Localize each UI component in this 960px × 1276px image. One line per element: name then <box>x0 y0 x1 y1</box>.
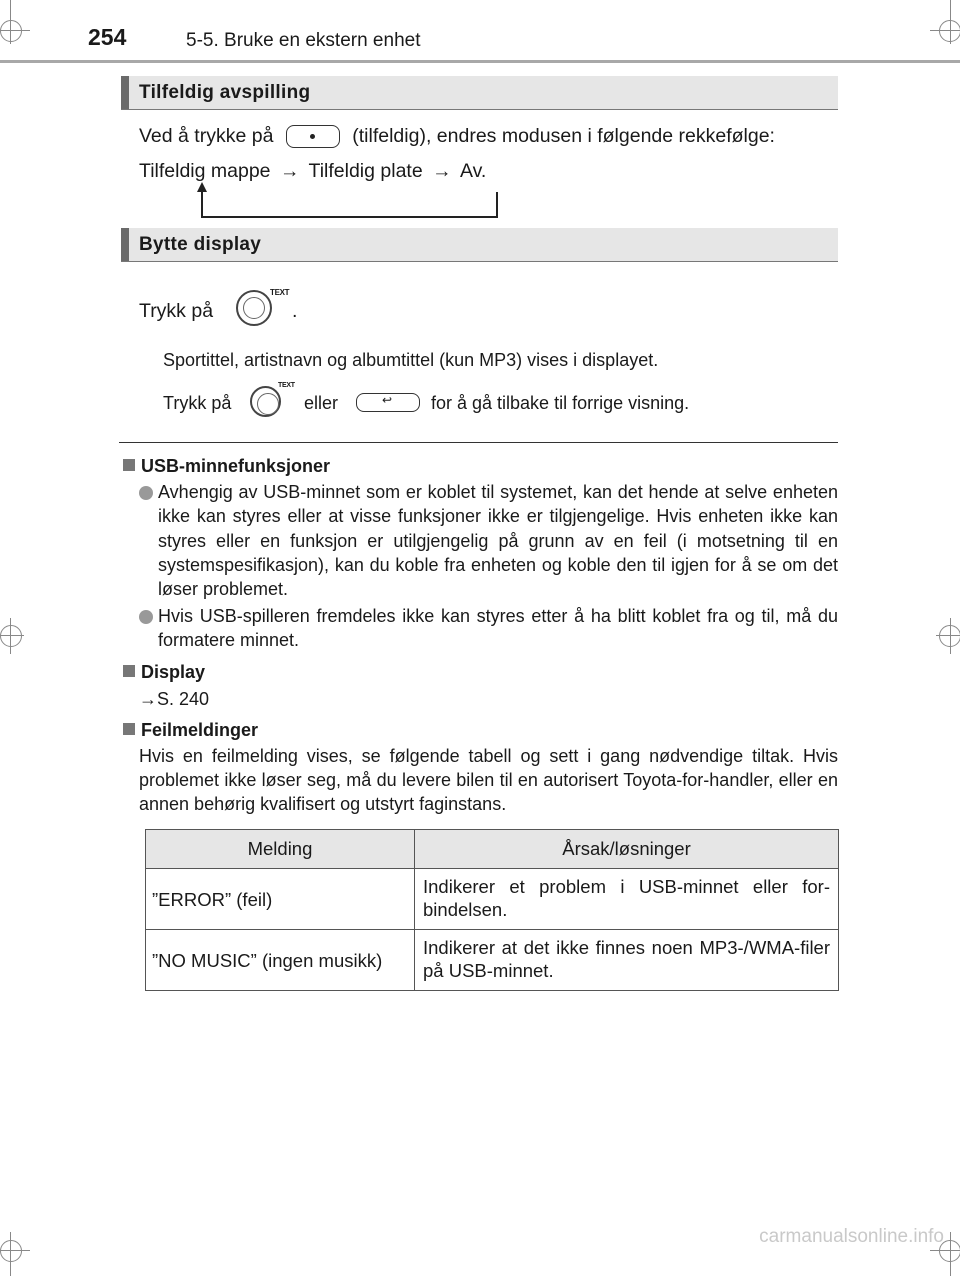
watermark: carmanualsonline.info <box>759 1226 944 1247</box>
section-heading-switch-display <box>121 228 838 262</box>
section-heading-random-play <box>121 76 838 110</box>
press-text: Trykk på <box>139 300 214 322</box>
section-heading-text: Tilfeldig avspilling <box>139 82 311 103</box>
instruction-suffix: (tilfeldig), endres modusen i følgende rekkefølge: <box>352 125 775 147</box>
table-cell-message: ”NO MUSIC” (ingen musikk) <box>146 930 415 991</box>
display-info-text: Sportittel, artistnavn og albumtittel (kun MP3) vises i displayet. <box>163 350 659 370</box>
table-row <box>146 930 839 991</box>
display-page-reference: →S. 240 <box>139 689 210 709</box>
error-description: Hvis en feilmelding vises, se følgende tabell og sett i gang nødvendige tiltak. Hvis problemet ikke løser seg, må du levere bilen til en autorisert Toyota-for-handler, eller en annen behørig kvalifisert og utstyrt faginstans. <box>139 746 838 814</box>
arrow-right-icon: → <box>279 160 300 182</box>
sequence-item-off: Av. <box>459 160 487 182</box>
back-button-icon <box>356 393 420 412</box>
section-heading-text: Bytte display <box>139 234 262 255</box>
usb-bullet-2: Hvis USB-spilleren fremdeles ikke kan styres etter å ha blitt koblet fra og til, må du formatere minnet. <box>158 606 838 650</box>
press-period: . <box>292 300 298 322</box>
note-title-text: USB-minnefunksjoner <box>141 456 331 476</box>
usb-bullet-1: Avhengig av USB-minnet som er koblet til systemet, kan det hende at selve enheten ikke kan styres eller at visse funksjoner ikke er tilgjengelige. Hvis enheten ikke kan styres eller en funksjon er utilgjengelig på grunn av en feil (i motsetning til en systemspesifikasjon), kan du koble fra enheten og koble den til igjen for å se om det løser problemet. <box>158 482 838 600</box>
back-suffix: for å gå tilbake til forrige visning. <box>431 393 690 413</box>
table-cell-cause: Indikerer at det ikke finnes noen MP3-/WMA-filer på USB-minnet. <box>415 930 839 991</box>
round-bullet-icon <box>139 486 153 505</box>
table-row <box>146 869 839 930</box>
error-message-table <box>145 829 839 991</box>
section-divider <box>119 442 838 443</box>
section-heading-bar <box>121 228 129 261</box>
instruction-prefix: Ved å trykke på <box>139 125 274 147</box>
table-header-message: Melding <box>146 830 415 869</box>
arrow-right-icon: → <box>432 160 452 182</box>
note-usb-title <box>123 454 330 478</box>
round-bullet-icon <box>139 610 153 629</box>
random-mode-sequence <box>139 159 486 183</box>
table-cell-cause: Indikerer et problem i USB-minnet eller for-bindelsen. <box>415 869 839 930</box>
note-title-text: Feilmeldinger <box>141 720 259 740</box>
text-knob-icon <box>250 386 281 417</box>
note-title-text: Display <box>141 662 206 682</box>
sequence-item-disc: Tilfeldig plate <box>308 160 423 182</box>
loop-back-arrow-icon <box>190 182 510 222</box>
page-number: 254 <box>88 24 127 50</box>
sequence-item-folder: Tilfeldig mappe <box>139 160 271 182</box>
table-header-row <box>146 830 839 869</box>
note-error-title <box>123 718 258 742</box>
back-prefix: Trykk på <box>163 393 232 413</box>
text-knob-label: TEXT <box>270 288 290 297</box>
square-bullet-icon <box>123 459 135 471</box>
back-symbol: ↩ <box>382 393 393 407</box>
chapter-title: 5-5. Bruke en ekstern enhet <box>186 30 421 51</box>
section-heading-bar <box>121 76 129 109</box>
text-knob-icon <box>236 290 272 326</box>
back-or: eller <box>304 393 339 413</box>
note-display-title <box>123 660 205 684</box>
table-cell-message: ”ERROR” (feil) <box>146 869 415 930</box>
table-header-cause: Årsak/løsninger <box>415 830 839 869</box>
random-button-icon <box>286 125 340 148</box>
square-bullet-icon <box>123 723 135 735</box>
header-rule <box>0 60 960 63</box>
square-bullet-icon <box>123 665 135 677</box>
random-play-instruction <box>139 124 775 148</box>
text-knob-label: TEXT <box>278 382 295 389</box>
